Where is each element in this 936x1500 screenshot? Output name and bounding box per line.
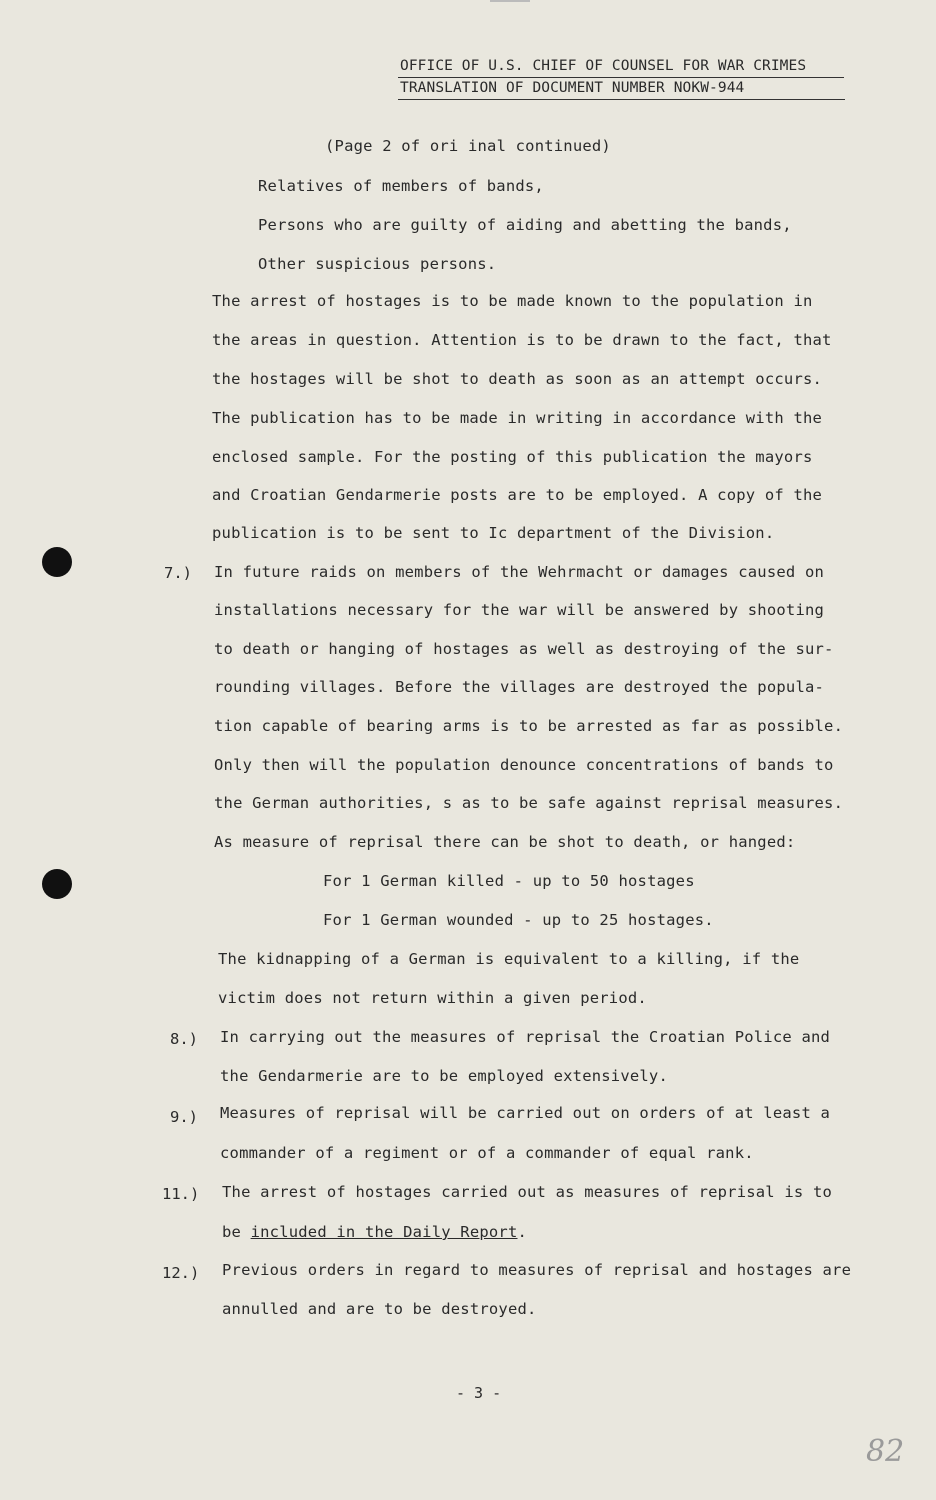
paragraph-line: publication is to be sent to Ic department of the Division. bbox=[212, 524, 775, 542]
list-item: Relatives of members of bands, bbox=[258, 177, 544, 195]
punch-hole-upper bbox=[42, 547, 72, 577]
header-line-1: OFFICE OF U.S. CHIEF OF COUNSEL FOR WAR CRIMES bbox=[400, 58, 807, 74]
item8-line: In carrying out the measures of reprisal the Croatian Police and bbox=[220, 1028, 831, 1046]
item7-line: In future raids on members of the Wehrmacht or damages caused on bbox=[214, 563, 825, 581]
item12-line: Previous orders in regard to measures of reprisal and hostages are bbox=[222, 1261, 852, 1279]
item7-line: rounding villages. Before the villages are destroyed the popula- bbox=[214, 678, 825, 696]
item7-closing-line: The kidnapping of a German is equivalent to a killing, if the bbox=[218, 950, 800, 968]
item-number-11: 11.) bbox=[162, 1185, 200, 1203]
item7-closing-line: victim does not return within a given period. bbox=[218, 989, 647, 1007]
list-item: Persons who are guilty of aiding and abetting the bands, bbox=[258, 216, 792, 234]
top-edge-mark bbox=[490, 0, 530, 2]
paragraph-line: and Croatian Gendarmerie posts are to be employed. A copy of the bbox=[212, 486, 823, 504]
paragraph-line: The publication has to be made in writing in accordance with the bbox=[212, 409, 823, 427]
header-rule-1 bbox=[398, 77, 844, 78]
paragraph-line: the areas in question. Attention is to be drawn to the fact, that bbox=[212, 331, 832, 349]
paragraph-line: The arrest of hostages is to be made known to the population in bbox=[212, 292, 813, 310]
daily-report-reference: included in the Daily Report bbox=[250, 1223, 518, 1241]
handwritten-page-number: 82 bbox=[866, 1434, 905, 1469]
item7-line: tion capable of bearing arms is to be arrested as far as possible. bbox=[214, 717, 844, 735]
continued-note: (Page 2 of ori inal continued) bbox=[325, 137, 611, 155]
item9-line: Measures of reprisal will be carried out on orders of at least a bbox=[220, 1104, 831, 1122]
item7-line: Only then will the population denounce concentrations of bands to bbox=[214, 756, 834, 774]
item9-line: commander of a regiment or of a commander of equal rank. bbox=[220, 1144, 754, 1162]
reprisal-ratio-wounded: For 1 German wounded - up to 25 hostages. bbox=[323, 911, 714, 929]
punch-hole-lower bbox=[42, 869, 72, 899]
reprisal-ratio-killed: For 1 German killed - up to 50 hostages bbox=[323, 872, 695, 890]
item11-line: The arrest of hostages carried out as measures of reprisal is to bbox=[222, 1183, 833, 1201]
header-rule-2 bbox=[398, 99, 845, 100]
item-number-7: 7.) bbox=[164, 564, 192, 582]
item7-line: installations necessary for the war will be answered by shooting bbox=[214, 601, 825, 619]
item11-suffix: . bbox=[517, 1223, 528, 1241]
page-number: - 3 - bbox=[456, 1384, 502, 1402]
item-number-9: 9.) bbox=[170, 1108, 198, 1126]
paragraph-line: enclosed sample. For the posting of this publication the mayors bbox=[212, 448, 813, 466]
item11-prefix: be bbox=[222, 1223, 251, 1241]
list-item: Other suspicious persons. bbox=[258, 255, 497, 273]
header-line-2: TRANSLATION OF DOCUMENT NUMBER NOKW-944 bbox=[400, 80, 745, 96]
item8-line: the Gendarmerie are to be employed extensively. bbox=[220, 1067, 668, 1085]
item7-line: to death or hanging of hostages as well as destroying of the sur- bbox=[214, 640, 834, 658]
item12-line: annulled and are to be destroyed. bbox=[222, 1300, 537, 1318]
item-number-8: 8.) bbox=[170, 1030, 198, 1048]
paragraph-line: the hostages will be shot to death as soon as an attempt occurs. bbox=[212, 370, 823, 388]
item11-line-2 bbox=[222, 1223, 527, 1241]
item7-line: As measure of reprisal there can be shot to death, or hanged: bbox=[214, 833, 796, 851]
item7-line: the German authorities, s as to be safe against reprisal measures. bbox=[214, 794, 844, 812]
item-number-12: 12.) bbox=[162, 1264, 200, 1282]
